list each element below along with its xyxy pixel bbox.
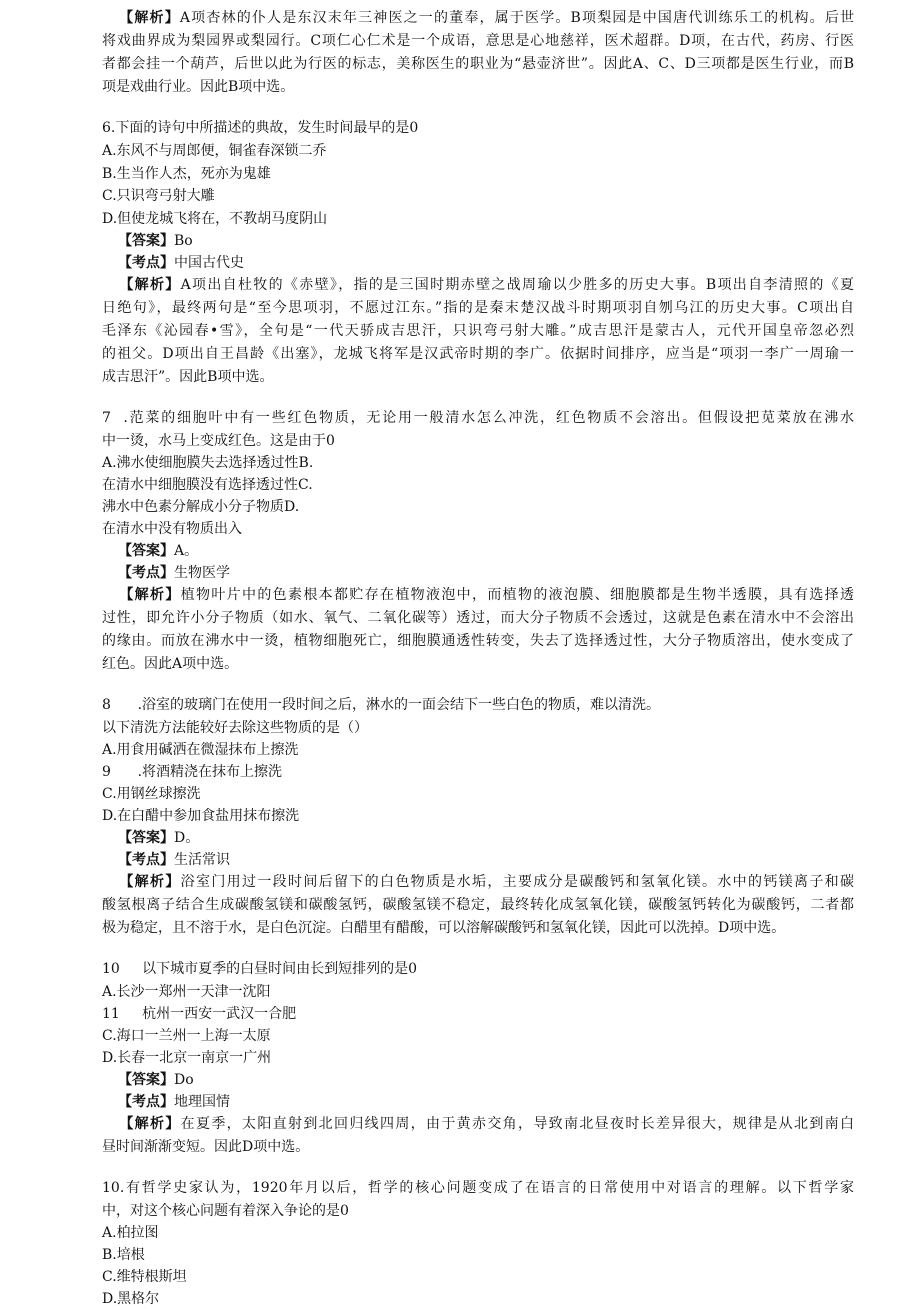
q6-analysis-line-4: 的祖父。D项出自王昌龄《出塞》，龙城飞将军是汉武帝时期的李广。依据时间排序，应当是“项羽一李广一周瑜一 [102,346,854,362]
q7-option-line-4: 在清水中没有物质出入 [102,521,242,537]
q10b-stem-line-2: 中，对这个核心问题有着深入争论的是0 [102,1203,349,1219]
q10b-option-b: B.培根 [102,1247,145,1263]
q6-option-b: B.生当作人杰，死亦为鬼雄 [102,166,271,182]
q8-analysis-label: 【解析】 [118,874,181,890]
q8-point-label: 【考点】 [118,852,174,868]
q10a-analysis-label: 【解析】 [118,1116,181,1132]
q8-option-a: A.用食用碱洒在微湿抹布上擦洗 [102,742,299,758]
q5-analysis-line-3: 者都会挂一个葫芦，后世以此为行医的标志，美称医生的职业为“悬壶济世”。因此A、C、D三项都是医生行业，而B [102,56,854,72]
q7-option-line-3: 沸水中色素分解成小分子物质D. [102,499,300,515]
q7-analysis-line-1: 【解析】植物叶片中的色素根本都贮存在植物液泡中，而植物的液泡膜、细胞膜都是生物半透膜，具有选择透 [118,587,855,603]
q6-analysis-line-3: 毛泽东《沁园春•雪》，全句是“一代天骄成吉思汗，只识弯弓射大雕。”成吉思汗是蒙古人，元代开国皇帝忽必烈 [102,323,854,339]
q8-stem-line-2: 以下清洗方法能较好去除这些物质的是（） [102,720,368,736]
q8-analysis-line-2: 酸氢根离子结合生成碳酸氢镁和碳酸氢钙，碳酸氢镁不稳定，最终转化成氢氧化镁，碳酸氢钙转化为碳酸钙，二者都 [102,897,854,913]
q5-analysis-line-1: 【解析】A项杏林的仆人是东汉末年三神医之一的董奉，属于医学。B项梨园是中国唐代训练乐工的机构。后世 [118,10,855,26]
q7-answer: 【答案】A。 [118,543,199,559]
q10a-option-b: 11 杭州一西安一武汉一合肥 [102,1006,297,1022]
q7-analysis-line-4: 红色。因此A项中选。 [102,656,239,672]
q10a-analysis-line-2: 昼时间渐渐变短。因此D项中选。 [102,1139,310,1155]
q7-stem-line-2: 中一烫，水马上变成红色。这是由于0 [102,433,335,449]
q5-analysis-line-4: 项是戏曲行业。因此B项中选。 [102,79,295,95]
q5-analysis-label: 【解析】 [118,10,180,26]
q8-point: 【考点】生活常识 [118,852,230,868]
q6-analysis-line-1: 【解析】A项出自杜牧的《赤壁》，指的是三国时期赤壁之战周瑜以少胜多的历史大事。B项出自李清照的《夏 [118,277,854,293]
q7-analysis-line-3: 的缘由。而放在沸水中一烫，植物细胞死亡，细胞膜通透性转变，失去了选择透过性，大分子物质溶出，使水变成了 [102,633,854,649]
q10a-option-c: C.海口一兰州一上海一太原 [102,1028,271,1044]
q10a-option-a: A.长沙一郑州一天津一沈阳 [102,984,271,1000]
q6-option-a: A.东风不与周郎便，铜雀春深锁二乔 [102,143,327,159]
q6-answer: 【答案】Bo [118,233,193,249]
q6-option-d: D.但使龙城飞将在，不教胡马度阴山 [102,211,328,227]
q8-option-d: D.在白醋中参加食盐用抹布擦洗 [102,808,300,824]
q10b-option-c: C.维特根斯坦 [102,1269,187,1285]
q6-analysis-line-5: 成吉思汗”。因此B项中选。 [102,369,274,385]
q6-option-c: C.只识弯弓射大雕 [102,188,215,204]
q8-answer-label: 【答案】 [118,830,174,846]
q10b-option-a: A.柏拉图 [102,1225,159,1241]
q6-answer-label: 【答案】 [118,233,174,249]
q8-analysis-line-1: 【解析】浴室门用过一段时间后留下的白色物质是水垢，主要成分是碳酸钙和氢氧化镁。水中的钙镁离子和碳 [118,874,855,890]
q6-analysis-label: 【解析】 [118,277,181,293]
q7-answer-label: 【答案】 [118,543,174,559]
q10a-stem: 10 以下城市夏季的白昼时间由长到短排列的是0 [102,961,417,977]
q10b-stem-line-1: 10.有哲学史家认为，1920年月以后，哲学的核心问题变成了在语言的日常使用中对语言的理解。以下哲学家 [102,1180,854,1196]
q10a-answer: 【答案】Do [118,1072,194,1088]
q10a-analysis-line-1: 【解析】在夏季，太阳直射到北回归线四周，由于黄赤交角，导致南北昼夜时长差异很大，规律是从北到南白 [118,1116,855,1132]
q7-analysis-line-2: 过性，即允许小分子物质（如水、氧气、二氧化碳等）透过，而大分子物质不会透过，这就是色素在清水中不会溶出 [102,610,854,626]
q7-option-line-1: A.沸水使细胞膜失去选择透过性B. [102,455,314,471]
q10a-point: 【考点】地理国情 [118,1094,230,1110]
q7-point-label: 【考点】 [118,565,174,581]
q8-option-c: C.用钢丝球擦洗 [102,786,201,802]
q10a-answer-label: 【答案】 [118,1072,174,1088]
q6-stem: 6.下面的诗句中所描述的典故，发生时间最早的是0 [102,120,419,136]
q8-option-b: 9 .将酒精浇在抹布上擦洗 [102,764,283,780]
q6-point-label: 【考点】 [118,255,174,271]
q10a-option-d: D.长春一北京一南京一广州 [102,1050,272,1066]
q10b-option-d: D.黑格尔 [102,1291,160,1307]
q7-analysis-label: 【解析】 [118,587,181,603]
q6-point: 【考点】中国古代史 [118,255,244,271]
q7-point: 【考点】生物医学 [118,565,230,581]
q8-stem-line-1: 8 .浴室的玻璃门在使用一段时间之后，淋水的一面会结下一些白色的物质，难以清洗。 [102,697,661,713]
q6-analysis-line-2: 日绝句》，最终两句是“至今思项羽，不愿过江东。”指的是秦末楚汉战斗时期项羽自刎乌江的历史大事。C项出自 [102,300,854,316]
q8-answer: 【答案】D。 [118,830,200,846]
q10a-point-label: 【考点】 [118,1094,174,1110]
q8-analysis-line-3: 极为稳定，且不溶于水，是白色沉淀。白醋里有醋酸，可以溶解碳酸钙和氢氧化镁，因此可以洗掉。D项中选。 [102,920,786,936]
q7-option-line-2: 在清水中细胞膜没有选择透过性C. [102,477,313,493]
q5-analysis-line-2: 将戏曲界成为梨园界或梨园行。C项仁心仁术是一个成语，意思是心地慈祥，医术超群。D项，在古代，药房、行医 [102,33,854,49]
q7-stem-line-1: 7 .范菜的细胞叶中有一些红色物质，无论用一般清水怎么冲洗，红色物质不会溶出。但假设把苋菜放在沸水 [102,410,854,426]
